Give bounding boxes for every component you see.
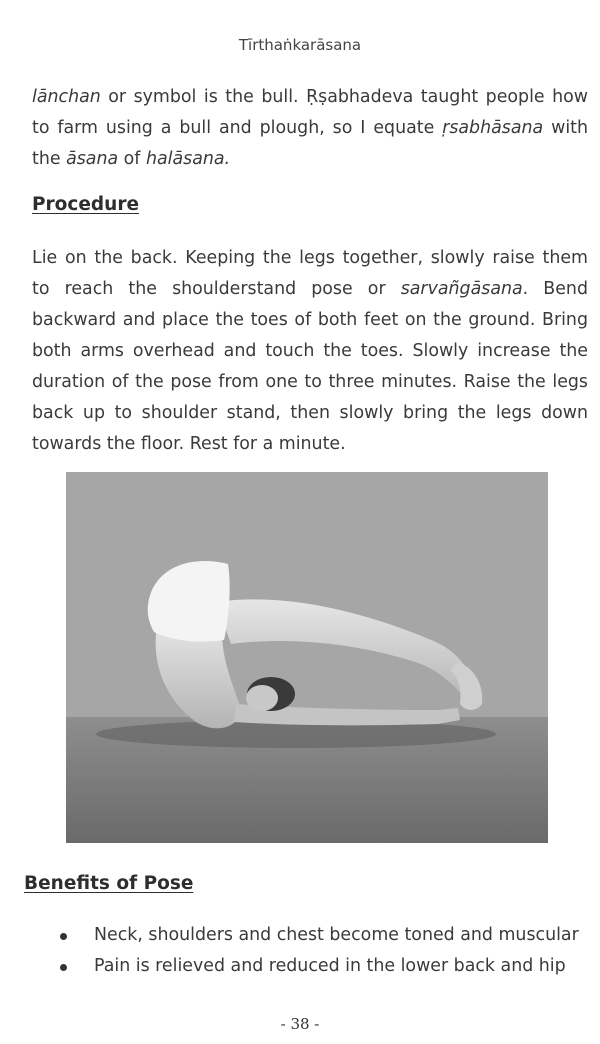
halasana-illustration (66, 472, 548, 843)
procedure-text: . Bend backward and place the toes of both feet on the ground. Bring both arms overhead and touch the toes. Slowly increase the duration of the pose from one to three minutes. Raise the legs back up to shoulder stand, then slowly bring the legs down towards the floor. Rest for a minute. (32, 279, 588, 454)
intro-text: or symbol is the bull. Ṛṣabhadeva taught people how to farm using a bull and plough, so I equate (32, 87, 588, 138)
list-item-text: Pain is relieved and reduced in the lower back and hip (94, 956, 566, 976)
procedure-heading: Procedure (32, 194, 139, 215)
halasana-photo (66, 472, 548, 843)
term-rsabhasana: ṛsabhāsana (442, 118, 544, 138)
list-item (0, 920, 600, 951)
bullet-icon (60, 964, 67, 971)
term-halasana: halāsana. (145, 149, 231, 169)
procedure-text: Lie on the back. Keeping the legs together, slowly raise them to reach the shoulderstand pose or (32, 248, 588, 299)
list-item (0, 951, 600, 982)
benefits-heading: Benefits of Pose (24, 873, 194, 894)
face (246, 685, 278, 711)
list-item-text: Neck, shoulders and chest become toned and muscular (94, 925, 579, 945)
running-header: Tīrthaṅkarāsana (238, 36, 362, 54)
term-asana: āsana (66, 149, 119, 169)
intro-text: of (118, 149, 146, 169)
benefits-list (0, 920, 600, 982)
bullet-icon (60, 933, 67, 940)
procedure-paragraph (32, 243, 588, 460)
intro-paragraph (32, 82, 588, 175)
term-sarvangasana: sarvañgāsana (400, 279, 523, 299)
term-lanchan: lānchan (32, 87, 101, 107)
intro-text: with the (32, 118, 588, 169)
page-number: - 38 - (280, 1015, 320, 1033)
